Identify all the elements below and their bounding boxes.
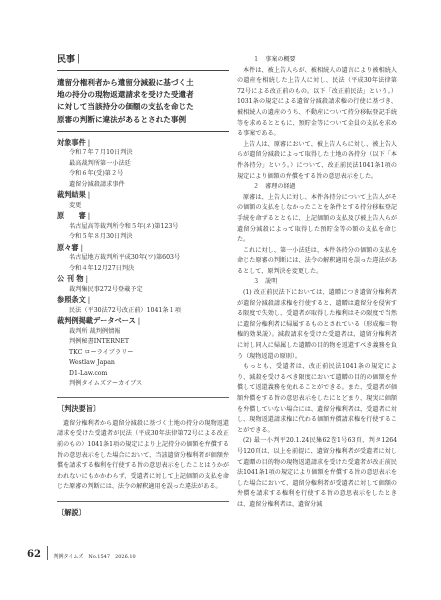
section-heading-2: ２ 審理の経過 <box>253 183 296 191</box>
database-label: 裁判例掲載データベース <box>57 316 136 326</box>
database-label-row <box>57 316 229 327</box>
section-heading-3: ３ 説明 <box>253 278 278 286</box>
heading-bar: | <box>77 53 81 64</box>
case-label: 対象事件 <box>57 137 86 147</box>
body-paragraph: 本件は、被上告人らが、被相続人の遺言により被相続人の遺産を相続した上告人に対し、民法（平成30年法律第72号による改正前のもの。以下「改正前民法」という。）1031条の規定による遺留分減殺請求権の行使に基づき、被相続人の遺産のうち、不動産について持分移転登記手続等を求めるとともに、預貯金等について金員の支払を求める事案である。 <box>237 66 397 138</box>
label-bar: | <box>137 316 141 326</box>
body-paragraph: 上告人は、原審において、被上告人らに対し、被上告人らが遺留分減殺によって取得した土地の各持分（以下「本件各持分」という。）について、改正前民法1041条1項の規定により価額の弁償をする旨の意思表示をした。 <box>237 140 397 180</box>
label-bar: | <box>80 242 83 252</box>
divider <box>57 70 229 71</box>
footer-divider <box>47 546 48 560</box>
result-value: 変更 <box>69 201 82 209</box>
journal-info: 判例タイムズ No.1547 2026.10 <box>53 554 136 560</box>
divider <box>57 397 229 398</box>
result-label-row <box>57 190 229 201</box>
title-line: 遺留分権利者から遺留分減殺に基づく土 <box>57 78 194 87</box>
reference-label: 参照条文 <box>57 295 86 305</box>
database-item: Westlaw Japan <box>69 359 115 367</box>
first-instance-line: 令和５年８月30日判決 <box>69 233 133 241</box>
reference-value: 民法（平30法72号改正前）1041条１項 <box>69 306 181 314</box>
first-instance-label: 原 審 <box>57 211 86 221</box>
case-line: 令和７年７月10日判決 <box>69 149 133 157</box>
prior-instance-label-row <box>57 243 229 254</box>
first-instance-label-row <box>57 211 229 222</box>
case-line: 令和６年(受)第２号 <box>69 170 124 178</box>
title-line: 地の持分の現物返還請求を受けた受遺者 <box>57 90 194 100</box>
prior-instance-line: 名古屋地方裁判所平成30年(ワ)第603号 <box>69 254 181 262</box>
database-item: TKC ローライブラリー <box>69 348 134 356</box>
case-title <box>57 77 229 126</box>
label-bar: | <box>87 190 91 200</box>
database-item: D1-Law.com <box>69 369 108 377</box>
reference-label-row <box>57 295 229 306</box>
section-heading-1: １ 事案の概要 <box>253 56 296 63</box>
commentary-heading: 〔解説〕 <box>57 507 86 517</box>
label-bar: | <box>87 295 91 305</box>
case-label-row <box>57 138 229 149</box>
publication-value: 裁判集民事272号登載予定 <box>69 285 143 293</box>
divider <box>57 501 229 502</box>
first-instance-line: 名古屋高等裁判所令和５年(ネ)第123号 <box>69 222 179 230</box>
result-label: 裁判結果 <box>57 190 86 200</box>
body-paragraph: 原審は、上告人に対し、本件各持分について上告人がその価額の支払をしなかったことを条件とする持分移転登記手続を命ずるとともに、上記価額の支払及び被上告人らが遺留分減殺によって取得した預貯金等の額の支払を命じた。 <box>237 193 397 244</box>
case-line: 遺留分減殺請求事件 <box>69 180 125 188</box>
publication-label-row <box>57 274 229 285</box>
body-paragraph: これに対し、第一小法廷は、本件各持分の価額の支払を命じた原審の判断には、法令の解釈適用を誤った違法があるとして、原判決を変更した。 <box>237 246 397 275</box>
case-metadata <box>57 138 229 390</box>
section-heading <box>57 52 229 65</box>
divider <box>57 131 229 132</box>
summary-heading: 〔判決要旨〕 <box>57 403 101 413</box>
left-column <box>57 52 229 518</box>
body-paragraph: もっとも、受遺者は、改正前民法1041条の規定により、減殺を受けるべき限度において遺贈の目的の価額を弁償して返還義務を免れることができる。また、受遺者が価額弁償をする旨の意思表示をしたにとどまり、現実に価額を弁償していない場合には、遺留分権利者は、受遺者に対し、現物返還請求権に代わる価額弁償請求権を行使することができる。 <box>237 363 397 434</box>
body-paragraph: (2) 最一小判平20.1.24民集62巻1号63頁、判タ1264号120頁は、以上を前提に、遺留分権利者が受遺者に対して遺贈の目的物の現物返還請求を受けた受遺者が改正前民法1041条1項の規定により価額を弁償する旨の意思表示をした場合において、遺留分権利者が受遺者に対して価額の弁償を請求する権利を行使する旨の意思表示をしたときは、遺留分権利者は、遺留分減 <box>237 437 397 508</box>
database-item: 裁判所 裁判例情報 <box>69 327 121 335</box>
label-bar: | <box>87 137 91 147</box>
label-bar: | <box>85 274 88 284</box>
right-column <box>237 55 397 511</box>
section-label: 民事 <box>57 55 76 65</box>
database-item: 判例タイムズアーカイブス <box>69 380 143 388</box>
publication-label: 公 刊 物 <box>57 274 84 284</box>
title-line: 原審の判断に違法があるとされた事例 <box>57 114 187 124</box>
title-line: に対して当該持分の価額の支払を命じた <box>57 102 194 112</box>
prior-instance-label: 原々審 <box>57 242 79 252</box>
label-bar: | <box>87 211 91 221</box>
page-footer <box>27 546 136 560</box>
body-paragraph: (1) 改正前民法下においては、遺贈につき遺留分権利者が遺留分減殺請求権を行使すると、遺贈は遺留分を侵害する限度で失効し、受遺者が取得した権利はその限度で当然に遺留分権利者に帰属するものとされている（形成権＝物権的効果説）。減殺請求を受けた受遺者は、遺留分権利者に対し同人に帰属した遺贈の目的物を返還すべき義務を負う（現物返還の原則）。 <box>237 289 397 360</box>
database-item: 判例秘書INTERNET <box>69 338 129 346</box>
summary-text: 遺留分権利者から遺留分減殺に基づく土地の持分の現物返還請求を受けた受遺者が民法（平成30年法律第72号による改正前のもの）1041条1項の規定により上記持分の価額を弁償する旨の意思表示をした場合において、当該遺留分権利者が価額弁償を請求する権利を行使する旨の意思表示をしたことはうかがわれないにもかかわらず、受遺者に対して上記価額の支払を命じた原審の判断には、法令の解釈適用を誤った違法がある。 <box>57 419 229 491</box>
page-number: 62 <box>27 549 41 560</box>
case-line: 最高裁判所第一小法廷 <box>69 159 131 167</box>
prior-instance-line: 令和４年12月27日判決 <box>69 264 135 272</box>
